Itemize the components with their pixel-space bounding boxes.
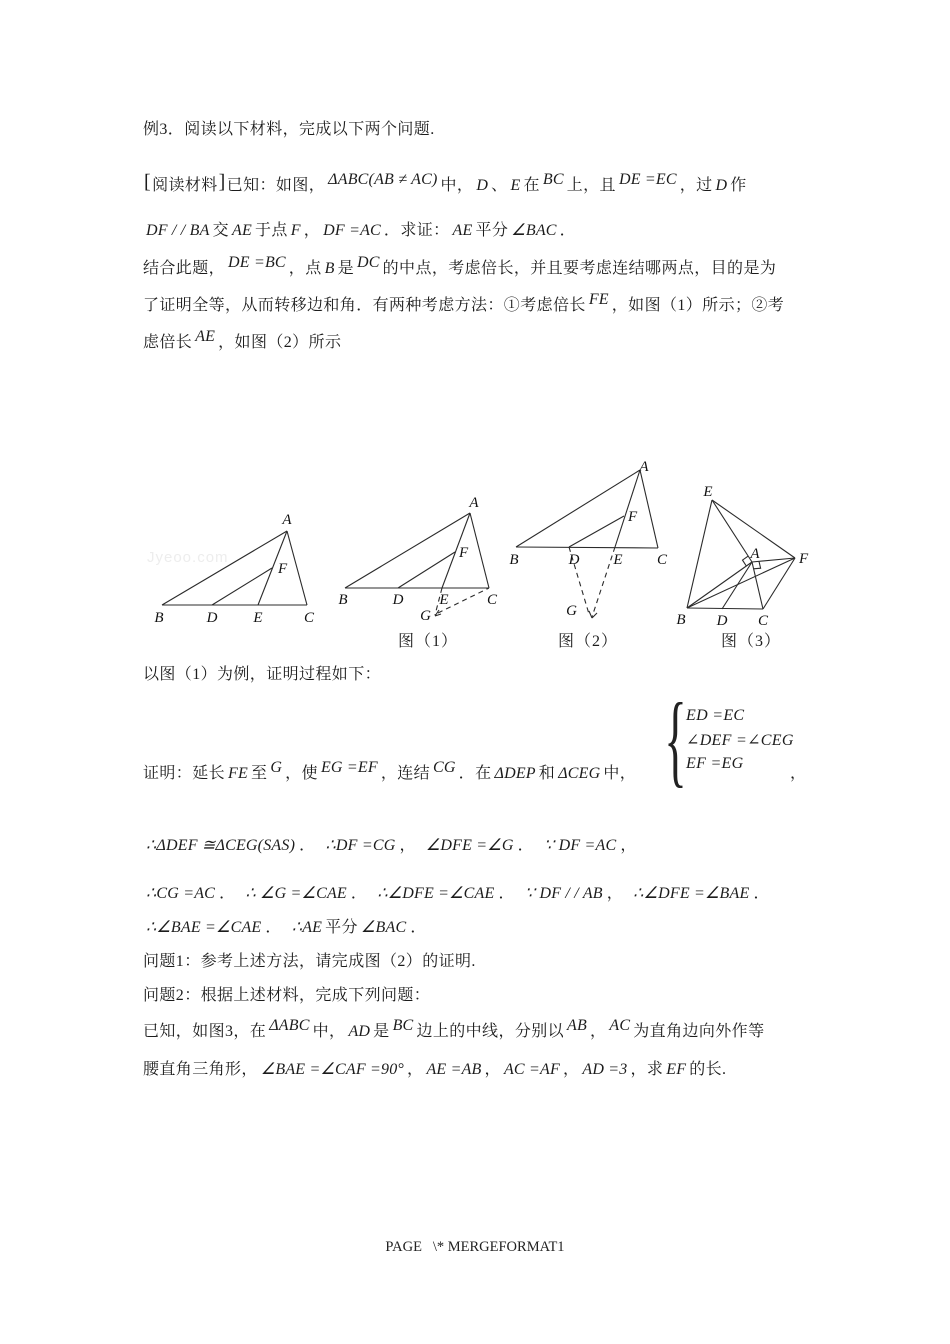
text-segment: ，过 <box>679 177 713 194</box>
text-segment: ． <box>559 222 577 239</box>
text-segment: ∴AE <box>291 919 323 936</box>
text-segment: D <box>476 177 489 194</box>
point-label-C: C <box>486 592 498 608</box>
point-label-B: B <box>154 610 164 626</box>
text-segment: 以图（1）为例，证明过程如下： <box>143 666 382 683</box>
text-segment: 至 <box>250 765 268 782</box>
text-segment: ∵ DF / / AB <box>524 885 603 902</box>
text-segment: ，求 <box>630 1061 664 1078</box>
point-label-A: A <box>282 512 292 528</box>
page-footer-field: PAGE \* MERGEFORMAT1 <box>385 1239 565 1255</box>
text-segment: DF / / BA <box>146 222 210 239</box>
text-segment: 平分 <box>325 919 358 936</box>
text-line-proof <box>143 834 833 858</box>
text-segment: 于点 <box>254 222 288 239</box>
text-line-material <box>143 172 833 198</box>
text-segment: ∠BAC <box>360 919 407 936</box>
point-label-B: B <box>338 592 348 608</box>
text-segment: AE =AB <box>426 1061 482 1078</box>
text-segment: DE =EC <box>618 171 677 188</box>
text-segment: BC <box>392 1017 414 1034</box>
text-segment: EF <box>666 1061 687 1078</box>
text-segment: ，如图（1）所示；②考 <box>611 297 785 314</box>
text-segment: ΔABC(AB ≠ AC) <box>328 171 438 188</box>
text-segment: 阅读材料 <box>152 177 218 194</box>
text-segment: FE <box>588 291 609 308</box>
point-label-F: F <box>278 561 288 577</box>
point-label-F: F <box>628 509 638 525</box>
text-segment: ． <box>219 885 236 902</box>
text-segment: ΔCEG <box>558 765 601 782</box>
text-segment: ． <box>517 837 535 854</box>
text-segment: [ <box>144 171 152 193</box>
text-segment: ． <box>753 885 770 902</box>
watermark: Jyeoo.com <box>147 549 229 566</box>
text-segment: CG <box>433 759 456 776</box>
text-segment: ， <box>303 222 321 239</box>
text-segment: 交 <box>212 222 229 239</box>
point-label-F: F <box>799 551 809 567</box>
equation-system <box>656 682 794 797</box>
equation-row: ED =EC <box>686 707 745 724</box>
text-segment: 中， <box>440 177 474 194</box>
point-label-G: G <box>420 608 431 624</box>
text-line-proof <box>143 882 833 906</box>
right-angle-mark-BAE <box>743 556 749 566</box>
text-segment: ] <box>218 171 226 193</box>
text-segment: AB <box>567 1017 587 1034</box>
text-segment: BC <box>542 171 564 188</box>
text-segment: ， <box>562 1061 580 1078</box>
text-segment: ∴DF =CG <box>325 837 396 854</box>
system-trailing-comma: ， <box>790 765 807 782</box>
text-segment: 上，且 <box>566 177 616 194</box>
text-segment: 已知，如图3，在 <box>143 1023 267 1040</box>
text-segment: AD =3 <box>582 1061 628 1078</box>
text-segment: 中， <box>312 1023 346 1040</box>
point-label-C: C <box>757 613 769 629</box>
figure-2-diagram <box>505 459 680 632</box>
text-line <box>143 328 833 355</box>
text-segment: ， <box>399 837 416 854</box>
figure-3-diagram <box>675 482 820 647</box>
text-segment: 和 <box>538 765 556 782</box>
text-segment: AD <box>348 1023 371 1040</box>
figure-1-diagram <box>335 470 510 630</box>
text-segment: ． <box>350 885 368 902</box>
text-segment: ΔDEP <box>494 765 536 782</box>
point-label-E: E <box>613 552 623 568</box>
text-segment: ∴ ∠G =∠CAE <box>245 885 347 902</box>
text-segment: B <box>324 260 335 277</box>
text-segment: ． <box>498 885 515 902</box>
point-label-G: G <box>566 603 577 619</box>
point-label-A: A <box>750 546 760 562</box>
text-segment: ， <box>484 1061 501 1078</box>
text-segment: AC =AF <box>503 1061 560 1078</box>
text-segment: 问题2：根据上述材料，完成下列问题： <box>143 987 431 1004</box>
text-segment: 为直角边向外作等 <box>633 1023 765 1040</box>
text-segment: ．求证： <box>383 222 450 239</box>
text-segment: ．在 <box>458 765 492 782</box>
text-segment: 中， <box>603 765 637 782</box>
point-label-D: D <box>716 613 728 629</box>
point-label-A: A <box>469 495 479 511</box>
text-line-question1 <box>143 950 833 974</box>
text-line <box>143 663 833 687</box>
text-segment: E <box>510 177 521 194</box>
text-line-proof <box>143 916 833 940</box>
text-segment: 的中点，考虑倍长，并且要考虑连结哪两点，目的是为 <box>382 260 777 277</box>
text-segment: 在 <box>523 177 540 194</box>
figure-2-caption: 图（2） <box>557 633 618 650</box>
text-line <box>143 219 833 243</box>
point-label-D: D <box>206 610 218 626</box>
text-segment: 了证明全等，从而转移边和角．有两种考虑方法：①考虑倍长 <box>143 297 586 314</box>
text-segment: ∴∠BAE =∠CAE <box>146 919 262 936</box>
text-segment: AE <box>195 328 216 345</box>
text-segment: 平分 <box>475 222 509 239</box>
text-segment: ． <box>265 919 282 936</box>
text-segment: ，点 <box>288 260 322 277</box>
point-label-A: A <box>639 459 649 475</box>
text-segment: EG =EF <box>320 759 378 776</box>
text-segment: 已知：如图， <box>226 177 326 194</box>
equation-row: ∠DEF =∠CEG <box>686 732 794 749</box>
text-segment: ∵ DF =AC <box>544 837 617 854</box>
point-label-D: D <box>392 592 404 608</box>
text-segment: ∠DFE =∠G <box>425 837 514 854</box>
text-segment: 问题1：参考上述方法，请完成图（2）的证明. <box>143 953 476 970</box>
point-label-F: F <box>459 545 469 561</box>
text-segment: F <box>290 222 301 239</box>
point-label-B: B <box>676 612 686 628</box>
equation-row: EF =EG <box>686 755 744 772</box>
text-segment: 作 <box>730 177 747 194</box>
right-angle-mark-CAF <box>754 561 761 568</box>
text-segment: ，连结 <box>380 765 431 782</box>
text-segment: ∠BAE =∠CAF =90° <box>260 1061 405 1078</box>
text-segment: ∴CG =AC <box>146 885 216 902</box>
text-segment: 是 <box>337 260 354 277</box>
text-segment: 、 <box>491 177 508 194</box>
text-segment: ， <box>620 837 637 854</box>
text-segment: 证明：延长 <box>143 765 226 782</box>
text-segment: ∴ΔDEF ≅ΔCEG(SAS) <box>146 837 296 854</box>
point-label-E: E <box>439 592 449 608</box>
text-segment: ∠BAC <box>511 222 557 239</box>
left-brace: { <box>664 682 687 797</box>
text-segment: ∴∠DFE =∠BAE <box>633 885 750 902</box>
figure-1-caption: 图（1） <box>397 633 458 650</box>
text-line-question2 <box>143 984 833 1008</box>
text-segment: 虑倍长 <box>143 334 193 351</box>
text-segment: ∴∠DFE =∠CAE <box>377 885 495 902</box>
text-segment: ，如图（2）所示 <box>218 334 342 351</box>
text-segment: 腰直角三角形， <box>143 1061 258 1078</box>
figure-3-caption: 图（3） <box>720 633 781 650</box>
text-line-title <box>143 118 833 142</box>
text-segment: ， <box>407 1061 424 1078</box>
text-segment: ΔABC <box>269 1017 310 1034</box>
point-label-E: E <box>703 484 713 500</box>
text-segment: G <box>270 759 283 776</box>
text-line <box>143 254 833 281</box>
point-label-D: D <box>568 552 580 568</box>
text-segment: AE <box>452 222 473 239</box>
figure-intro-diagram <box>140 505 325 630</box>
text-segment: 边上的中线，分别以 <box>416 1023 565 1040</box>
text-segment: ， <box>590 1023 607 1040</box>
text-segment: ． <box>299 837 316 854</box>
text-segment: DE =BC <box>228 254 286 271</box>
text-segment: 是 <box>373 1023 390 1040</box>
text-segment: DC <box>357 254 380 271</box>
text-segment: D <box>715 177 728 194</box>
text-line <box>143 1017 833 1044</box>
point-label-C: C <box>303 610 315 626</box>
text-segment: 结合此题， <box>143 260 226 277</box>
text-line <box>143 291 833 318</box>
text-segment: DF =AC <box>323 222 381 239</box>
text-segment: ，使 <box>285 765 318 782</box>
text-line <box>143 1058 833 1082</box>
text-segment: AC <box>609 1017 631 1034</box>
text-segment: 的长. <box>689 1061 727 1078</box>
text-segment: AE <box>231 222 252 239</box>
point-label-E: E <box>253 610 263 626</box>
text-segment: 例3．阅读以下材料，完成以下两个问题. <box>143 121 435 138</box>
point-label-C: C <box>656 552 668 568</box>
text-segment: FE <box>228 765 248 782</box>
text-segment: ， <box>606 885 624 902</box>
point-label-B: B <box>509 552 519 568</box>
text-segment: ． <box>410 919 427 936</box>
